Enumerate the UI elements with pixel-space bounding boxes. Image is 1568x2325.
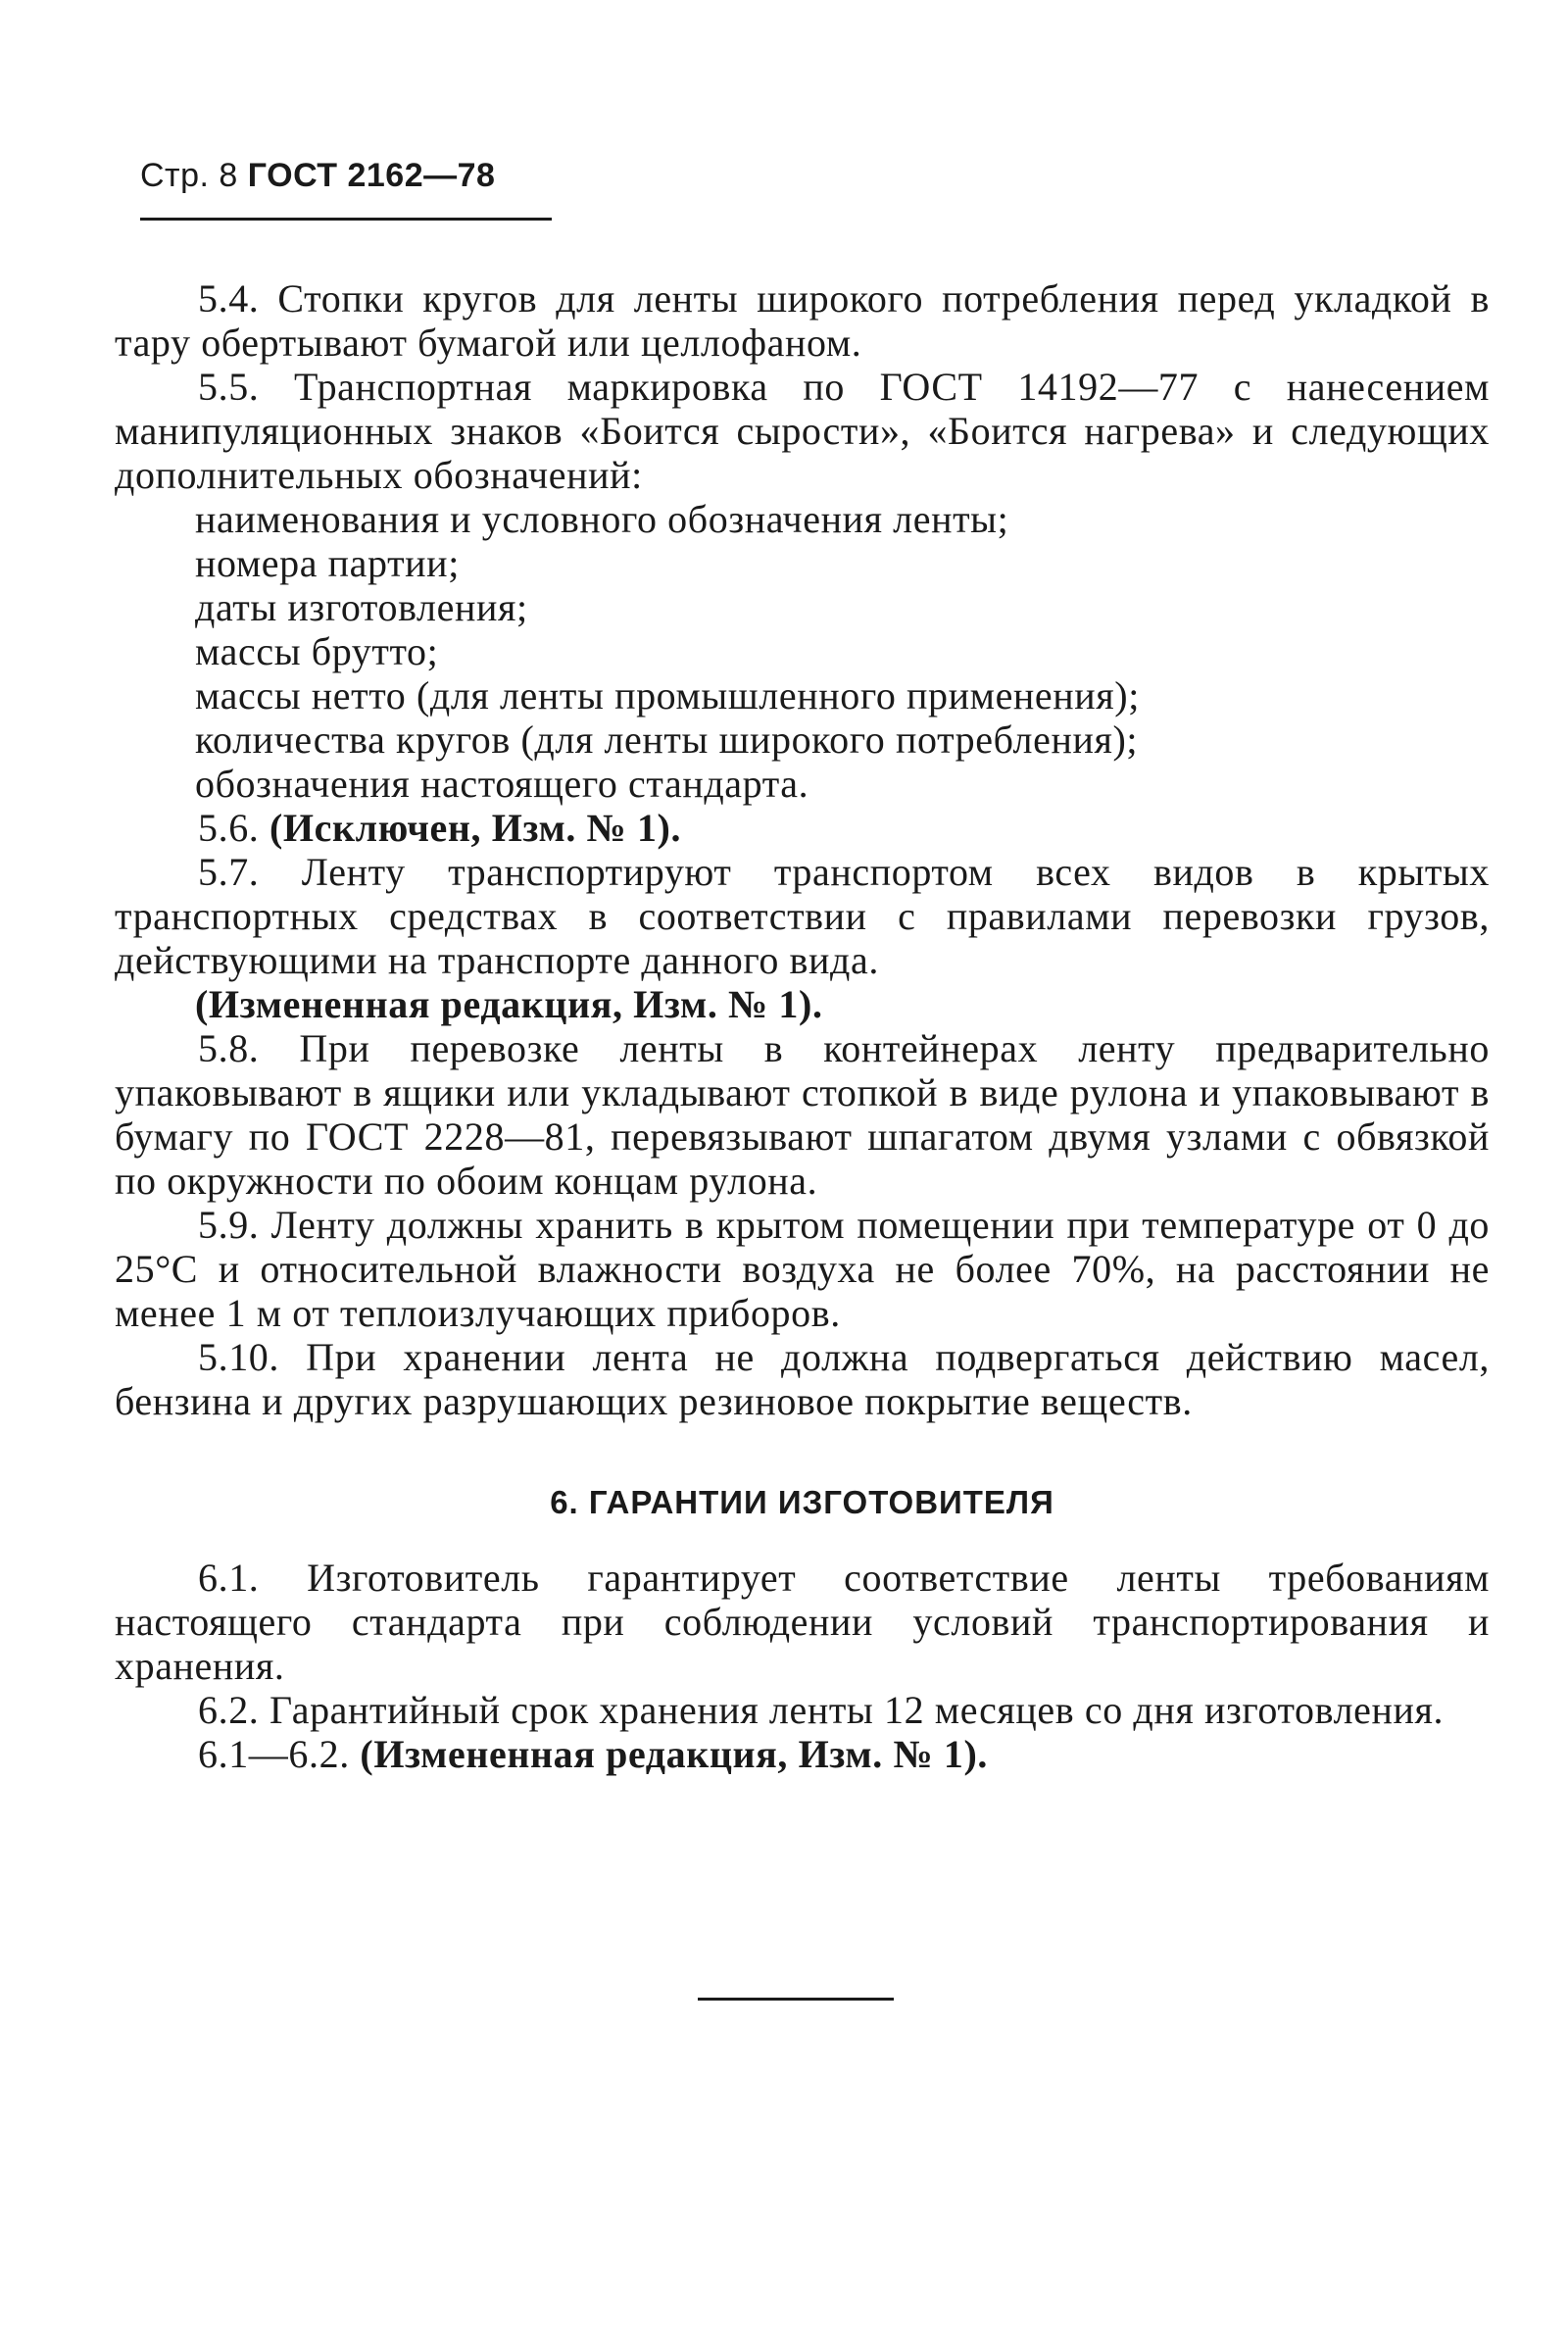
list-item: номера партии; — [195, 541, 460, 585]
clause-5-6-number: 5.6. — [198, 806, 260, 850]
marking-list — [115, 497, 1490, 806]
list-item: наименования и условного обозначения ленты; — [195, 497, 1009, 541]
standard-number: ГОСТ 2162—78 — [247, 157, 496, 194]
clause-6-1: 6.1. Изготовитель гарантирует соответствие ленты требованиям настоящего стандарта при соблюдении условий транспортирования и хранения. — [115, 1556, 1490, 1688]
body-text — [115, 276, 1490, 1776]
clause-6-amendment — [115, 1732, 1490, 1776]
list-item: массы нетто (для ленты промышленного применения); — [195, 673, 1140, 717]
end-rule — [698, 1998, 894, 2001]
section-6-heading: 6. ГАРАНТИИ ИЗГОТОВИТЕЛЯ — [550, 1484, 1054, 1520]
list-item: даты изготовления; — [195, 585, 528, 629]
list-item: массы брутто; — [195, 629, 439, 673]
clause-5-5: 5.5. Транспортная маркировка по ГОСТ 14192—77 с нанесением манипуляционных знаков «Боится сырости», «Боится нагрева» и следующих дополнительных обозначений: — [115, 365, 1490, 497]
clause-5-9: 5.9. Ленту должны хранить в крытом помещении при температуре от 0 до 25°С и относительной влажности воздуха не более 70%, на расстоянии не менее 1 м от теплоизлучающих приборов. — [115, 1203, 1490, 1335]
header-rule — [140, 218, 552, 221]
clause-5-7-amendment: (Измененная редакция, Изм. № 1). — [195, 982, 823, 1026]
clause-6-2: 6.2. Гарантийный срок хранения ленты 12 месяцев со дня изготовления. — [198, 1688, 1445, 1732]
clause-5-6 — [115, 806, 1490, 850]
clause-5-4: 5.4. Стопки кругов для ленты широкого потребления перед укладкой в тару обертывают бумагой или целлофаном. — [115, 276, 1490, 365]
clause-6-amendment-note: (Измененная редакция, Изм. № 1). — [360, 1732, 988, 1776]
page-label: Стр. 8 — [140, 157, 238, 194]
clause-5-8: 5.8. При перевозке ленты в контейнерах ленту предварительно упаковывают в ящики или укладывают стопкой в виде рулона и упаковывают в бумагу по ГОСТ 2228—81, перевязывают шпагатом двумя узлами с обвязкой по окружности по обоим концам рулона. — [115, 1026, 1490, 1203]
clause-5-6-note: (Исключен, Изм. № 1). — [270, 806, 682, 850]
clause-5-10: 5.10. При хранении лента не должна подвергаться действию масел, бензина и других разрушающих резиновое покрытие веществ. — [115, 1335, 1490, 1423]
list-item: количества кругов (для ленты широкого потребления); — [195, 717, 1139, 762]
running-header — [140, 157, 495, 195]
clause-6-amendment-number: 6.1—6.2. — [198, 1732, 350, 1776]
clause-5-7: 5.7. Ленту транспортируют транспортом всех видов в крытых транспортных средствах в соответствии с правилами перевозки грузов, действующими на транспорте данного вида. — [115, 850, 1490, 982]
list-item: обозначения настоящего стандарта. — [195, 762, 809, 806]
